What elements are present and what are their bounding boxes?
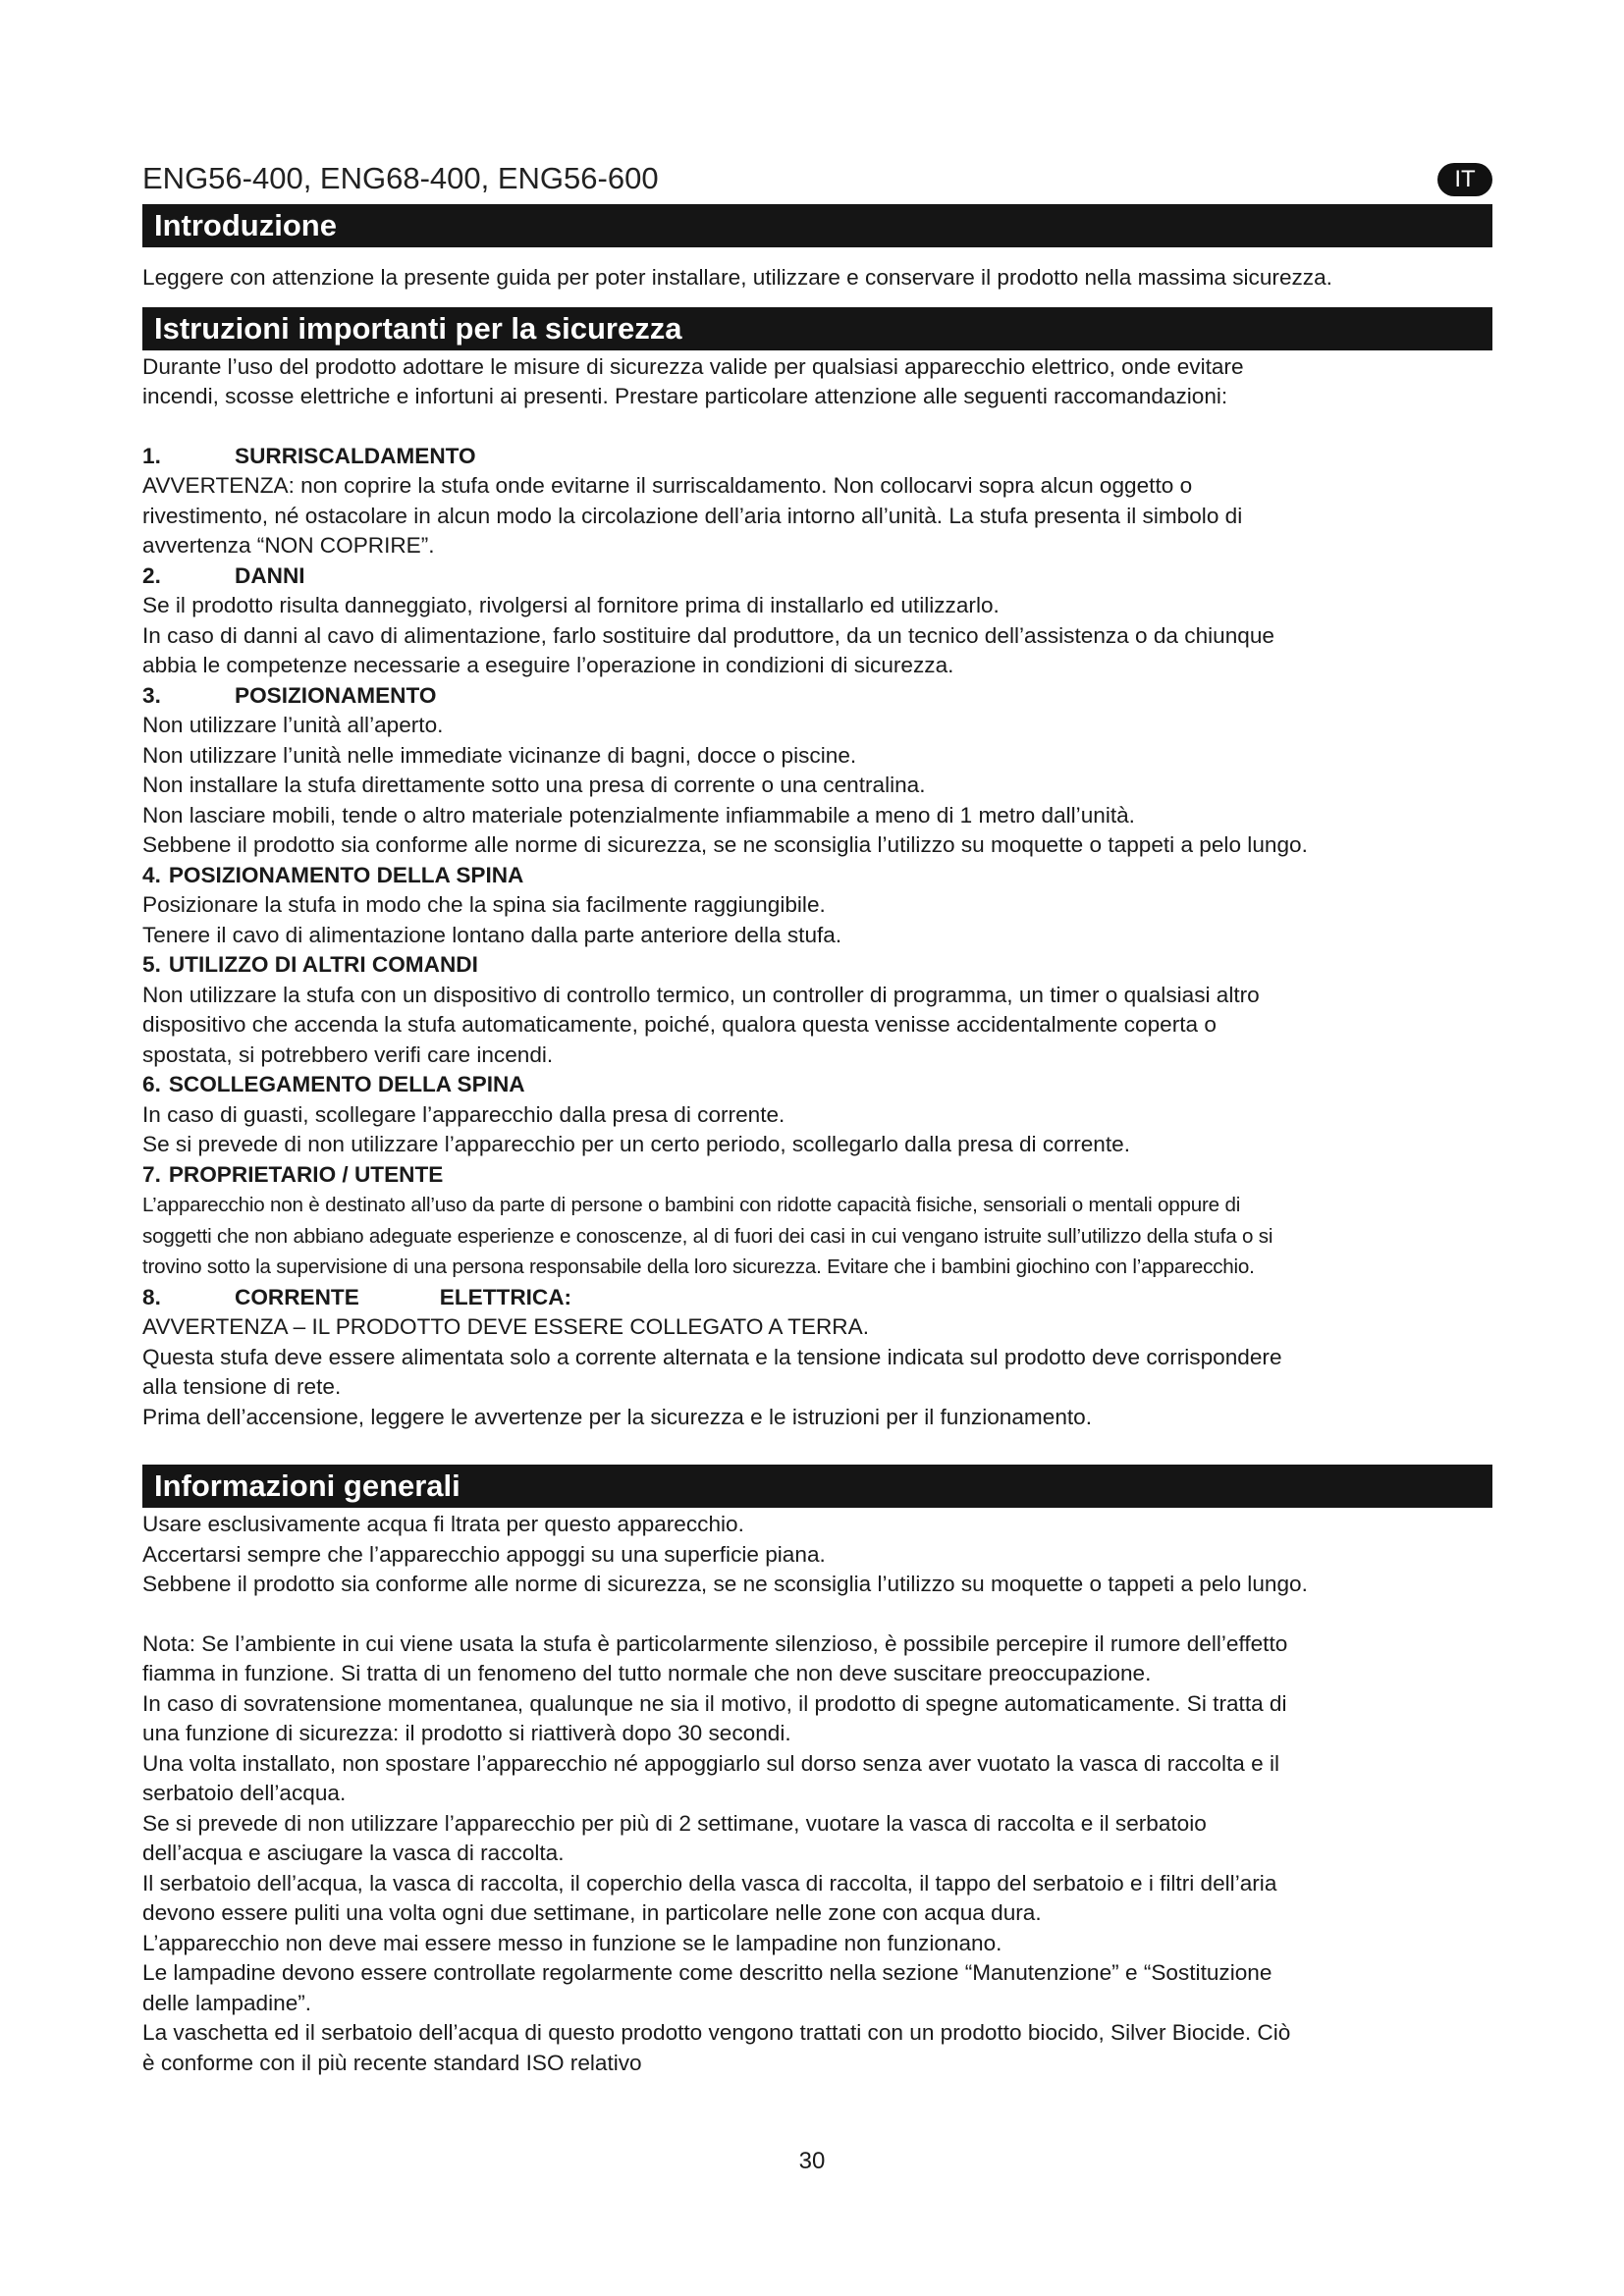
item-heading (142, 861, 1492, 891)
item-heading (142, 561, 1492, 592)
text-line: dispositivo che accenda la stufa automaticamente, poiché, qualora questa venisse accidentalmente coperta o (142, 1012, 1217, 1037)
text-line: Le lampadine devono essere controllate regolarmente come descritto nella sezione “Manutenzione” e “Sostituzione (142, 1960, 1272, 1985)
text-line: devono essere puliti una volta ogni due settimane, in particolare nelle zone con acqua dura. (142, 1900, 1042, 1925)
item-number: 4. (142, 862, 161, 887)
text-line: Prima dell’accensione, leggere le avvertenze per la sicurezza e le istruzioni per il funzionamento. (142, 1404, 1093, 1429)
text-line: La vaschetta ed il serbatoio dell’acqua di questo prodotto vengono trattati con un prodotto biocido, Silver Biocide. Ciò (142, 2020, 1291, 2045)
text-line: Sebbene il prodotto sia conforme alle norme di sicurezza, se ne sconsiglia l’utilizzo su moquette o tappeti a pelo lungo. (142, 1572, 1308, 1596)
item-title: POSIZIONAMENTO DELLA SPINA (168, 862, 524, 887)
text-line: L’apparecchio non è destinato all’uso da parte di persone o bambini con ridotte capacità fisiche, sensoriali o mentali oppure di (142, 1194, 1241, 1216)
item-title: POSIZIONAMENTO (235, 682, 437, 708)
item-heading (142, 950, 1492, 981)
language-badge: IT (1437, 163, 1492, 196)
section-heading-informazioni-generali: Informazioni generali (142, 1465, 1492, 1508)
item-number: 8. (142, 1284, 161, 1309)
safety-item-1 (142, 442, 1492, 561)
item-title: SURRISCALDAMENTO (235, 443, 476, 468)
section-heading-sicurezza: Istruzioni importanti per la sicurezza (142, 307, 1492, 350)
text-line: Se si prevede di non utilizzare l’apparecchio per un certo periodo, scollegarlo dalla presa di corrente. (142, 1132, 1130, 1156)
safety-item-2 (142, 561, 1492, 681)
text-line: delle lampadine”. (142, 1990, 312, 2015)
item-number: 5. (142, 952, 161, 977)
text-line: Non utilizzare la stufa con un dispositivo di controllo termico, un controller di programma, un timer o qualsiasi altro (142, 982, 1260, 1007)
item-title: UTILIZZO DI ALTRI COMANDI (168, 952, 478, 977)
safety-item-8 (142, 1283, 1492, 1433)
text-line: Accertarsi sempre che l’apparecchio appoggi su una superficie piana. (142, 1541, 826, 1567)
text-line: Non lasciare mobili, tende o altro materiale potenzialmente infiammabile a meno di 1 metro dall’unità. (142, 802, 1135, 828)
safety-item-5 (142, 950, 1492, 1070)
manual-page (142, 157, 1492, 2078)
text-line: Sebbene il prodotto sia conforme alle norme di sicurezza, se ne sconsiglia l’utilizzo su moquette o tappeti a pelo lungo. (142, 832, 1308, 857)
text-line: In caso di guasti, scollegare l’apparecchio dalla presa di corrente. (142, 1101, 785, 1127)
text-line: Usare esclusivamente acqua fi ltrata per questo apparecchio. (142, 1512, 744, 1536)
text-line: Se il prodotto risulta danneggiato, rivolgersi al fornitore prima di installarlo ed utilizzarlo. (142, 593, 1000, 617)
text-line: AVVERTENZA: non coprire la stufa onde evitarne il surriscaldamento. Non collocarvi sopra alcun oggetto o (142, 473, 1193, 498)
section-heading-introduzione: Introduzione (142, 204, 1492, 247)
text-line: Posizionare la stufa in modo che la spina sia facilmente raggiungibile. (142, 892, 826, 917)
item-heading (142, 1283, 1492, 1313)
item-number: 2. (142, 562, 161, 588)
document-header (142, 157, 1492, 204)
text-line: dell’acqua e asciugare la vasca di raccolta. (142, 1841, 565, 1865)
item-title-part-b: ELETTRICA: (439, 1284, 572, 1309)
safety-item-3 (142, 681, 1492, 861)
text-line: Se si prevede di non utilizzare l’apparecchio per più di 2 settimane, vuotare la vasca di raccolta e il serbatoio (142, 1810, 1207, 1836)
item-number: 3. (142, 682, 161, 708)
text-line: serbatoio dell’acqua. (142, 1781, 347, 1805)
page-number: 30 (798, 2148, 826, 2174)
text-line: Durante l’uso del prodotto adottare le misure di sicurezza valide per qualsiasi apparecchio elettrico, onde evitare (142, 353, 1244, 379)
item-number: 1. (142, 443, 161, 468)
text-line: rivestimento, né ostacolare in alcun modo la circolazione dell’aria intorno all’unità. La stufa presenta il simbolo di (142, 503, 1243, 528)
text-line: fiamma in funzione. Si tratta di un fenomeno del tutto normale che non deve suscitare preoccupazione. (142, 1661, 1152, 1685)
item-title: SCOLLEGAMENTO DELLA SPINA (168, 1072, 525, 1096)
text-line: incendi, scosse elettriche e infortuni ai presenti. Prestare particolare attenzione alle seguenti raccomandazioni: (142, 384, 1228, 408)
item-title: PROPRIETARIO / UTENTE (168, 1161, 444, 1187)
general-block-a (142, 1510, 1492, 1600)
general-block-b (142, 1629, 1492, 2079)
item-heading (142, 681, 1492, 712)
text-line: Tenere il cavo di alimentazione lontano dalla parte anteriore della stufa. (142, 922, 842, 947)
safety-item-4 (142, 861, 1492, 951)
safety-intro (142, 352, 1492, 412)
text-line: è conforme con il più recente standard ISO relativo (142, 2050, 642, 2075)
text-line: AVVERTENZA – IL PRODOTTO DEVE ESSERE COLLEGATO A TERRA. (142, 1314, 869, 1339)
text-line: spostata, si potrebbero verifi care incendi. (142, 1041, 554, 1067)
text-line: una funzione di sicurezza: il prodotto si riattiverà dopo 30 secondi. (142, 1721, 791, 1745)
text-line: L’apparecchio non deve mai essere messo in funzione se le lampadine non funzionano. (142, 1930, 1002, 1955)
item-title: DANNI (235, 562, 305, 588)
text-line: In caso di danni al cavo di alimentazione, farlo sostituire dal produttore, da un tecnico dell’assistenza o da chiunque (142, 622, 1274, 648)
text-line: Non utilizzare l’unità nelle immediate vicinanze di bagni, docce o piscine. (142, 742, 857, 768)
text-line: Nota: Se l’ambiente in cui viene usata la stufa è particolarmente silenzioso, è possibile percepire il rumore dell’effetto (142, 1630, 1288, 1656)
text-line: alla tensione di rete. (142, 1374, 342, 1399)
text-line: Una volta installato, non spostare l’apparecchio né appoggiarlo sul dorso senza aver vuotato la vasca di raccolta e il (142, 1750, 1279, 1776)
text-line: soggetti che non abbiano adeguate esperienze e conoscenze, al di fuori dei casi in cui vengano istruite sull’utilizzo della stufa o si (142, 1224, 1273, 1248)
model-title: ENG56-400, ENG68-400, ENG56-600 (142, 161, 659, 195)
item-heading (142, 442, 1492, 472)
text-line: abbia le competenze necessarie a eseguire l’operazione in condizioni di sicurezza. (142, 653, 954, 677)
text-line: Il serbatoio dell’acqua, la vasca di raccolta, il coperchio della vasca di raccolta, il tappo del serbatoio e i filtri dell’aria (142, 1870, 1277, 1896)
item-number: 6. (142, 1072, 161, 1096)
safety-item-7 (142, 1160, 1492, 1283)
item-heading (142, 1160, 1492, 1191)
text-line: Non installare la stufa direttamente sotto una presa di corrente o una centralina. (142, 773, 926, 797)
intro-paragraph: Leggere con attenzione la presente guida per poter installare, utilizzare e conservare il prodotto nella massima sicurezza. (142, 265, 1332, 290)
text-line: trovino sotto la supervisione di una persona responsabile della loro sicurezza. Evitare che i bambini giochino con l’apparecchio. (142, 1255, 1255, 1278)
item-number: 7. (142, 1161, 161, 1187)
item-title-part-a: CORRENTE (235, 1284, 359, 1309)
safety-item-6 (142, 1070, 1492, 1160)
text-line: Questa stufa deve essere alimentata solo a corrente alternata e la tensione indicata sul prodotto deve corrispondere (142, 1344, 1282, 1369)
text-line: In caso di sovratensione momentanea, qualunque ne sia il motivo, il prodotto di spegne automaticamente. Si tratta di (142, 1690, 1287, 1716)
text-line: Non utilizzare l’unità all’aperto. (142, 713, 444, 737)
text-line: avvertenza “NON COPRIRE”. (142, 533, 435, 558)
item-heading (142, 1070, 1492, 1100)
